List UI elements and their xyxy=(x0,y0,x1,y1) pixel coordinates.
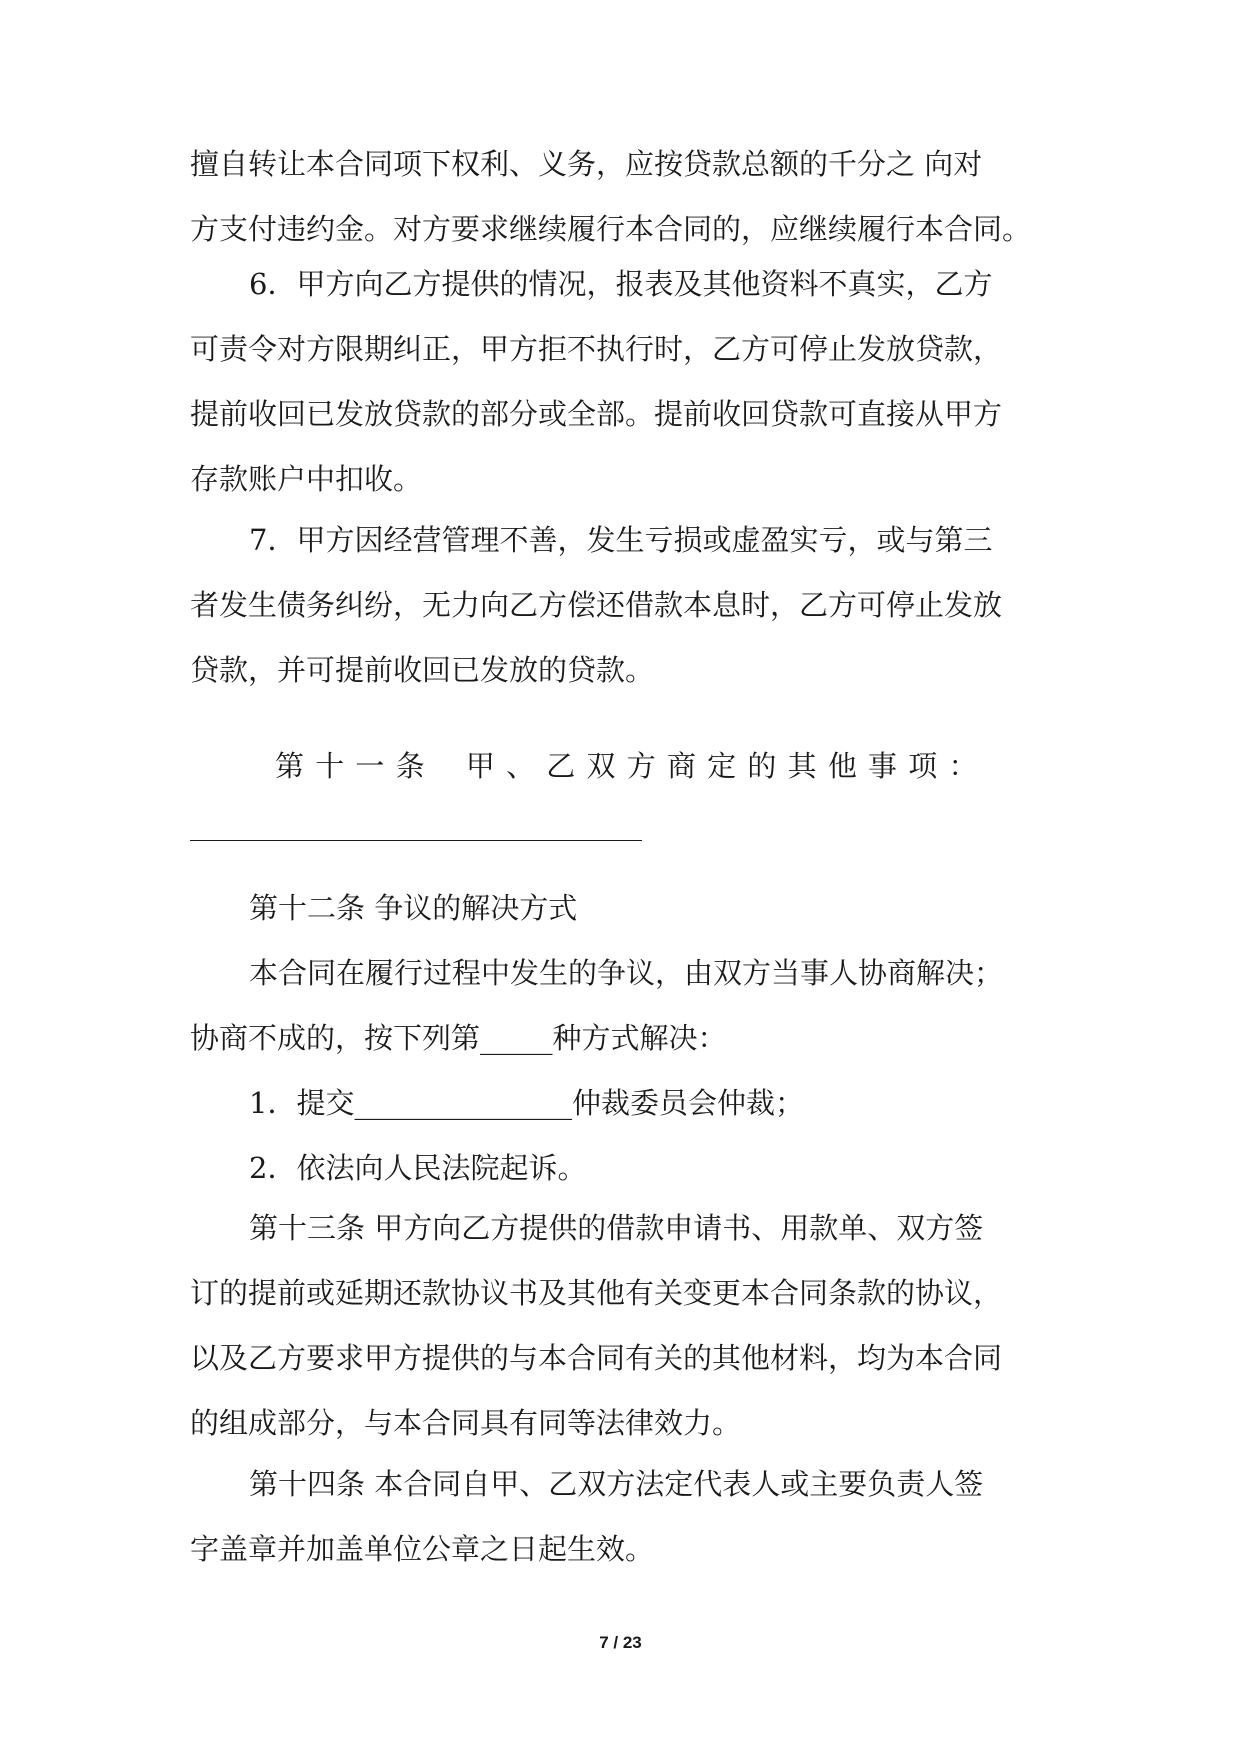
text-line: 以及乙方要求甲方提供的与本合同有关的其他材料，均为本合同 xyxy=(190,1341,1003,1375)
article-13-heading: 第十三条 甲方向乙方提供的借款申请书、用款单、双方签 xyxy=(249,1211,984,1245)
paragraph-item-6 xyxy=(190,252,1052,512)
text-line: 方支付违约金。对方要求继续履行本合同的，应继续履行本合同。 xyxy=(190,212,1032,246)
text-line: 协商不成的，按下列第_____种方式解决： xyxy=(190,1021,727,1055)
fill-in-blank-line xyxy=(190,840,642,841)
paragraph-clause-continuation xyxy=(190,132,1052,262)
option-2: 2．依法向人民法院起诉。 xyxy=(249,1151,587,1185)
text-line: 订的提前或延期还款协议书及其他有关变更本合同条款的协议， xyxy=(190,1276,1003,1310)
paragraph-article-11 xyxy=(190,734,1052,799)
paragraph-article-14 xyxy=(190,1452,1052,1582)
paragraph-item-7 xyxy=(190,508,1052,703)
text-line: 存款账户中扣收。 xyxy=(190,462,423,496)
text-line: 的组成部分，与本合同具有同等法律效力。 xyxy=(190,1406,742,1440)
text-line: 贷款，并可提前收回已发放的贷款。 xyxy=(190,653,655,687)
option-1: 1．提交_______________仲裁委员会仲裁； xyxy=(249,1086,804,1120)
text-line: 本合同在履行过程中发生的争议，由双方当事人协商解决； xyxy=(249,956,1004,990)
text-line: 字盖章并加盖单位公章之日起生效。 xyxy=(190,1532,655,1566)
text-line: 者发生债务纠纷，无力向乙方偿还借款本息时，乙方可停止发放 xyxy=(190,588,1003,622)
article-12-heading: 第十二条 争议的解决方式 xyxy=(249,891,578,925)
paragraph-article-13 xyxy=(190,1196,1052,1456)
article-11-heading: 第 十 一 条 甲 、 乙 双 方 商 定 的 其 他 事 项 ： xyxy=(275,749,979,783)
page-number: 7 / 23 xyxy=(599,1633,642,1652)
paragraph-article-12 xyxy=(190,876,1052,1201)
text-line: 7．甲方因经营管理不善，发生亏损或虚盈实亏，或与第三 xyxy=(249,523,993,557)
article-14-heading: 第十四条 本合同自甲、乙双方法定代表人或主要负责人签 xyxy=(249,1467,984,1501)
text-line: 6．甲方向乙方提供的情况，报表及其他资料不真实，乙方 xyxy=(249,267,993,301)
text-line: 提前收回已发放贷款的部分或全部。提前收回贷款可直接从甲方 xyxy=(190,397,1003,431)
text-line: 擅自转让本合同项下权利、义务，应按贷款总额的千分之 向对 xyxy=(190,147,983,181)
text-line: 可责令对方限期纠正，甲方拒不执行时，乙方可停止发放贷款， xyxy=(190,332,1003,366)
